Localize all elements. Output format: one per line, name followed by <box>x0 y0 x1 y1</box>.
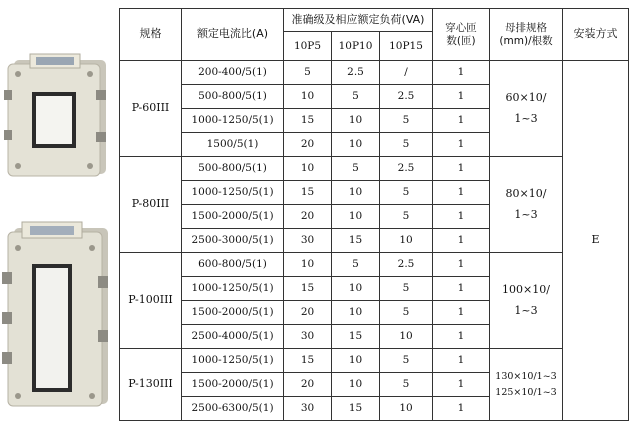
busbar-line: 1~3 <box>514 207 538 221</box>
header-mount: 安装方式 <box>563 9 629 61</box>
load-10p5-cell: 30 <box>284 397 332 421</box>
busbar-line: 125×10/1~3 <box>495 386 557 398</box>
turns-cell: 1 <box>433 133 490 157</box>
load-10p15-cell: 2.5 <box>380 85 433 109</box>
load-10p5-cell: 30 <box>284 325 332 349</box>
load-10p10-cell: 10 <box>332 109 380 133</box>
header-busbar <box>490 9 563 61</box>
ratio-cell: 600-800/5(1) <box>182 253 284 277</box>
load-10p5-cell: 15 <box>284 349 332 373</box>
load-10p10-cell: 2.5 <box>332 61 380 85</box>
load-10p5-cell: 10 <box>284 253 332 277</box>
turns-cell: 1 <box>433 397 490 421</box>
load-10p15-cell: 5 <box>380 205 433 229</box>
load-10p10-cell: 10 <box>332 205 380 229</box>
product-photos <box>0 0 118 423</box>
table-row <box>120 253 629 277</box>
load-10p5-cell: 10 <box>284 85 332 109</box>
busbar-line: 60×10/ <box>505 90 547 104</box>
ratio-cell: 1000-1250/5(1) <box>182 109 284 133</box>
ratio-cell: 1500/5(1) <box>182 133 284 157</box>
load-10p10-cell: 10 <box>332 181 380 205</box>
turns-cell: 1 <box>433 181 490 205</box>
load-10p5-cell: 20 <box>284 301 332 325</box>
load-10p10-cell: 10 <box>332 301 380 325</box>
table-row <box>120 157 629 181</box>
transformer-large-photo <box>2 220 116 410</box>
mount-cell: E <box>563 61 629 421</box>
load-10p15-cell: 5 <box>380 277 433 301</box>
load-10p15-cell: 5 <box>380 109 433 133</box>
header-turns <box>433 9 490 61</box>
busbar-line: 100×10/ <box>502 282 550 296</box>
header-10p5: 10P5 <box>284 32 332 61</box>
load-10p10-cell: 10 <box>332 373 380 397</box>
load-10p5-cell: 20 <box>284 205 332 229</box>
load-10p15-cell: 5 <box>380 373 433 397</box>
load-10p5-cell: 15 <box>284 277 332 301</box>
load-10p5-cell: 15 <box>284 181 332 205</box>
load-10p15-cell: 10 <box>380 397 433 421</box>
ratio-cell: 2500-3000/5(1) <box>182 229 284 253</box>
ratio-cell: 1000-1250/5(1) <box>182 277 284 301</box>
load-10p10-cell: 10 <box>332 133 380 157</box>
load-10p15-cell: 5 <box>380 181 433 205</box>
header-turns-line2: 数(匝) <box>446 34 476 47</box>
busbar-line: 130×10/1~3 <box>495 371 557 383</box>
turns-cell: 1 <box>433 61 490 85</box>
load-10p15-cell: / <box>380 61 433 85</box>
ratio-cell: 200-400/5(1) <box>182 61 284 85</box>
load-10p5-cell: 10 <box>284 157 332 181</box>
spec-cell: P-80III <box>120 157 182 253</box>
ratio-cell: 1500-2000/5(1) <box>182 205 284 229</box>
ratio-cell: 1000-1250/5(1) <box>182 349 284 373</box>
load-10p10-cell: 15 <box>332 229 380 253</box>
load-10p15-cell: 2.5 <box>380 253 433 277</box>
load-10p5-cell: 30 <box>284 229 332 253</box>
header-busbar-line1: 母排规格 <box>505 22 548 35</box>
load-10p10-cell: 10 <box>332 277 380 301</box>
turns-cell: 1 <box>433 277 490 301</box>
ratio-cell: 1500-2000/5(1) <box>182 301 284 325</box>
ratio-cell: 500-800/5(1) <box>182 85 284 109</box>
turns-cell: 1 <box>433 253 490 277</box>
ratio-cell: 1500-2000/5(1) <box>182 373 284 397</box>
load-10p10-cell: 10 <box>332 349 380 373</box>
transformer-small-photo <box>4 50 116 180</box>
ratio-cell: 500-800/5(1) <box>182 157 284 181</box>
busbar-cell <box>490 61 563 157</box>
turns-cell: 1 <box>433 157 490 181</box>
ratio-cell: 1000-1250/5(1) <box>182 181 284 205</box>
busbar-cell <box>490 253 563 349</box>
turns-cell: 1 <box>433 301 490 325</box>
load-10p5-cell: 20 <box>284 133 332 157</box>
table-row <box>120 349 629 373</box>
spec-table <box>119 8 629 421</box>
load-10p5-cell: 15 <box>284 109 332 133</box>
load-10p10-cell: 15 <box>332 325 380 349</box>
load-10p15-cell: 2.5 <box>380 157 433 181</box>
ratio-cell: 2500-6300/5(1) <box>182 397 284 421</box>
busbar-cell <box>490 349 563 421</box>
spec-cell: P-60III <box>120 61 182 157</box>
spec-cell: P-130III <box>120 349 182 421</box>
load-10p15-cell: 5 <box>380 133 433 157</box>
header-row-top <box>120 9 629 32</box>
header-10p10: 10P10 <box>332 32 380 61</box>
load-10p15-cell: 5 <box>380 349 433 373</box>
header-accuracy: 准确级及相应额定负荷(VA) <box>284 9 433 32</box>
header-turns-line1: 穿心匝 <box>445 22 477 35</box>
turns-cell: 1 <box>433 205 490 229</box>
busbar-cell <box>490 157 563 253</box>
load-10p10-cell: 5 <box>332 85 380 109</box>
load-10p10-cell: 5 <box>332 157 380 181</box>
turns-cell: 1 <box>433 349 490 373</box>
load-10p5-cell: 20 <box>284 373 332 397</box>
turns-cell: 1 <box>433 373 490 397</box>
load-10p10-cell: 15 <box>332 397 380 421</box>
turns-cell: 1 <box>433 109 490 133</box>
load-10p10-cell: 5 <box>332 253 380 277</box>
turns-cell: 1 <box>433 85 490 109</box>
busbar-line: 1~3 <box>514 111 538 125</box>
load-10p15-cell: 5 <box>380 301 433 325</box>
load-10p15-cell: 10 <box>380 229 433 253</box>
ratio-cell: 2500-4000/5(1) <box>182 325 284 349</box>
header-10p15: 10P15 <box>380 32 433 61</box>
header-ratio: 额定电流比(A) <box>182 9 284 61</box>
header-spec: 规格 <box>120 9 182 61</box>
busbar-line: 1~3 <box>514 303 538 317</box>
table-row <box>120 61 629 85</box>
busbar-line: 80×10/ <box>505 186 547 200</box>
load-10p5-cell: 5 <box>284 61 332 85</box>
load-10p15-cell: 10 <box>380 325 433 349</box>
turns-cell: 1 <box>433 325 490 349</box>
turns-cell: 1 <box>433 229 490 253</box>
header-busbar-line2: (mm)/根数 <box>499 34 553 47</box>
spec-cell: P-100III <box>120 253 182 349</box>
